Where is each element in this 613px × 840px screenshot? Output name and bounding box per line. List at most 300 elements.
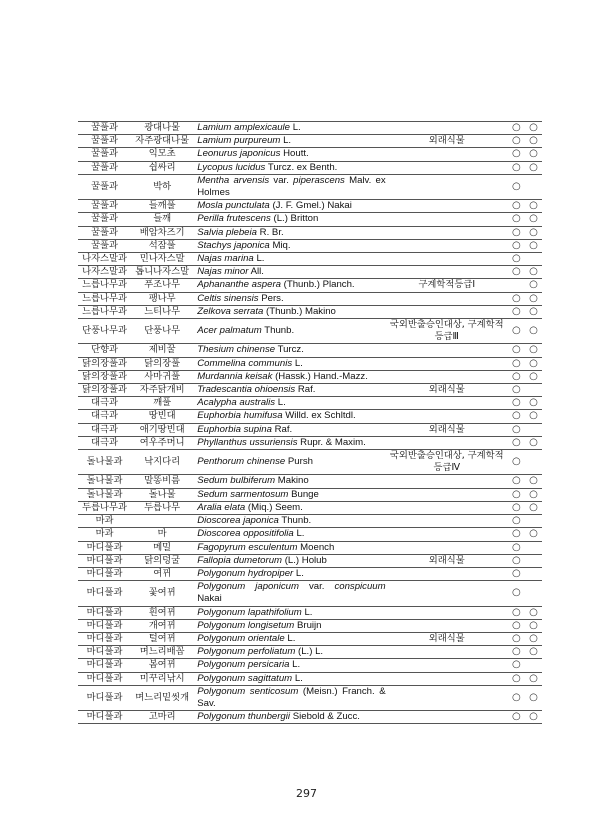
scientific-name-author: L. <box>292 122 301 133</box>
korean-name-cell: 여우주머니 <box>131 436 193 449</box>
mark-cell-2: ○ <box>525 685 542 710</box>
scientific-name-cell <box>193 200 385 213</box>
mark-cell-1: ○ <box>508 606 525 619</box>
table-row <box>78 554 542 567</box>
scientific-name-author: Raf. <box>297 384 316 396</box>
scientific-name-author: Moench <box>300 541 335 553</box>
mark-cell-2: ○ <box>525 410 542 423</box>
scientific-name-author: (Miq.) Seem. <box>247 501 303 513</box>
korean-name-cell: 배암차즈기 <box>131 226 193 239</box>
mark-cell-2: ○ <box>525 475 542 488</box>
note-cell <box>386 501 508 514</box>
scientific-name-italic: Celtis sinensis <box>197 292 259 304</box>
family-cell: 대극과 <box>78 410 131 423</box>
mark-cell-2: ○ <box>525 279 542 292</box>
scientific-name-italic: Najas marina <box>197 253 254 265</box>
scientific-name-italic: Euphorbia humifusa <box>197 410 283 422</box>
scientific-name-italic: Stachys japonica <box>197 239 270 251</box>
scientific-name-author: Turcz. <box>277 344 304 356</box>
note-cell <box>386 619 508 632</box>
table-row <box>78 161 542 174</box>
scientific-name-italic: Polygonum persicaria <box>197 659 290 671</box>
mark-cell-1: ○ <box>508 528 525 541</box>
mark-cell-1: ○ <box>508 410 525 423</box>
table-row <box>78 515 542 528</box>
family-cell: 나자스말과 <box>78 266 131 279</box>
scientific-name-cell <box>193 581 385 606</box>
family-cell: 꿀풀과 <box>78 135 131 148</box>
scientific-name-author: Miq. <box>272 239 291 251</box>
table-row <box>78 685 542 710</box>
family-cell: 대극과 <box>78 397 131 410</box>
note-cell <box>386 213 508 226</box>
mark-cell-2: ○ <box>525 226 542 239</box>
korean-name-cell: 팽나무 <box>131 292 193 305</box>
scientific-name-cell <box>193 384 385 397</box>
korean-name-cell: 낙지다리 <box>131 450 193 475</box>
scientific-name-italic: Polygonum lapathifolium <box>197 606 302 618</box>
scientific-name-cell <box>193 319 385 344</box>
note-cell <box>386 672 508 685</box>
table-row <box>78 488 542 501</box>
family-cell: 돌나물과 <box>78 450 131 475</box>
note-cell <box>386 174 508 199</box>
scientific-name-cell <box>193 357 385 370</box>
scientific-name-italic: Polygonum thunbergii <box>197 711 291 723</box>
table-row <box>78 672 542 685</box>
note-cell <box>386 711 508 724</box>
scientific-name-author: All. <box>250 266 264 278</box>
table-row <box>78 226 542 239</box>
table-row <box>78 581 542 606</box>
mark-cell-1: ○ <box>508 239 525 252</box>
korean-name-cell: 자주광대나물 <box>131 135 193 148</box>
family-cell: 단향과 <box>78 344 131 357</box>
scientific-name-author: Pursh <box>287 456 313 468</box>
note-cell <box>386 122 508 135</box>
korean-name-cell: 개여뀌 <box>131 619 193 632</box>
mark-cell-2: ○ <box>525 213 542 226</box>
korean-name-cell: 땅빈대 <box>131 410 193 423</box>
mark-cell-1: ○ <box>508 148 525 161</box>
scientific-name-italic: Penthorum chinense <box>197 456 286 468</box>
scientific-name-italic: Dioscorea japonica <box>197 515 279 527</box>
scientific-name-author: L. <box>283 135 292 147</box>
scientific-name-author: Nakai <box>197 593 222 605</box>
scientific-name-cell <box>193 672 385 685</box>
korean-name-cell: 깨풀 <box>131 397 193 410</box>
mark-cell-2: ○ <box>525 606 542 619</box>
family-cell: 꿀풀과 <box>78 174 131 199</box>
scientific-name-italic: Sedum bulbiferum <box>197 475 276 487</box>
scientific-name-cell <box>193 305 385 318</box>
scientific-name-italic: Acer palmatum <box>197 325 262 337</box>
mark-cell-2 <box>525 659 542 672</box>
scientific-name-cell <box>193 213 385 226</box>
table-row <box>78 475 542 488</box>
table-row <box>78 659 542 672</box>
mark-cell-1: ○ <box>508 319 525 344</box>
family-cell: 대극과 <box>78 423 131 436</box>
korean-name-cell: 꽃여뀌 <box>131 581 193 606</box>
family-cell: 마디풀과 <box>78 581 131 606</box>
scientific-name-cell <box>193 515 385 528</box>
family-cell: 꿀풀과 <box>78 200 131 213</box>
korean-name-cell: 석잠풀 <box>131 239 193 252</box>
scientific-name-infraspecific: conspicuum <box>334 581 386 593</box>
mark-cell-2 <box>525 581 542 606</box>
scientific-name-author: Siebold & Zucc. <box>292 711 360 723</box>
note-cell <box>386 685 508 710</box>
scientific-name-infraspecific: piperascens <box>293 174 345 186</box>
scientific-name-cell <box>193 488 385 501</box>
family-cell: 마디풀과 <box>78 646 131 659</box>
mark-cell-2: ○ <box>525 619 542 632</box>
mark-cell-1: ○ <box>508 253 525 266</box>
korean-name-cell: 느티나무 <box>131 305 193 318</box>
korean-name-cell: 두릅나무 <box>131 501 193 514</box>
scientific-name-italic: Lamium purpureum <box>197 135 281 147</box>
mark-cell-2: ○ <box>525 122 542 135</box>
family-cell: 꿀풀과 <box>78 148 131 161</box>
scientific-name-italic: Phyllanthus ussuriensis <box>197 436 298 448</box>
mark-cell-2: ○ <box>525 161 542 174</box>
table-row <box>78 397 542 410</box>
scientific-name-italic: Leonurus japonicus <box>197 148 281 160</box>
scientific-name-italic: Salvia plebeia <box>197 226 257 238</box>
family-cell: 마디풀과 <box>78 685 131 710</box>
scientific-name-italic: Polygonum orientale <box>197 632 285 644</box>
note-cell <box>386 226 508 239</box>
note-cell <box>386 305 508 318</box>
note-cell <box>386 253 508 266</box>
table-row <box>78 711 542 724</box>
scientific-name-author: Rupr. & Maxim. <box>300 436 366 448</box>
family-cell: 마디풀과 <box>78 619 131 632</box>
family-cell: 돌나물과 <box>78 488 131 501</box>
scientific-name-author: Bunge <box>291 488 319 500</box>
table-row <box>78 213 542 226</box>
table-row <box>78 122 542 135</box>
family-cell: 대극과 <box>78 436 131 449</box>
species-table-body <box>78 122 542 724</box>
mark-cell-1: ○ <box>508 161 525 174</box>
scientific-name-cell <box>193 606 385 619</box>
scientific-name-author: Malv. ex Holmes <box>197 174 386 199</box>
korean-name-cell: 민나자스말 <box>131 253 193 266</box>
table-row <box>78 370 542 383</box>
mark-cell-2 <box>525 423 542 436</box>
table-row <box>78 344 542 357</box>
scientific-name-author: L. <box>304 606 313 618</box>
mark-cell-1: ○ <box>508 213 525 226</box>
scientific-name-italic: Euphorbia supina <box>197 423 272 435</box>
note-cell: 외래식물 <box>386 423 508 436</box>
korean-name-cell: 애기땅빈대 <box>131 423 193 436</box>
scientific-name-cell <box>193 253 385 266</box>
scientific-name-italic: Polygonum longisetum <box>197 619 295 631</box>
mark-cell-1: ○ <box>508 436 525 449</box>
korean-name-cell: 닭의덩굴 <box>131 554 193 567</box>
table-row <box>78 357 542 370</box>
mark-cell-1: ○ <box>508 305 525 318</box>
scientific-name-cell <box>193 423 385 436</box>
note-cell <box>386 475 508 488</box>
korean-name-cell: 톱니나자스말 <box>131 266 193 279</box>
scientific-name-italic: Dioscorea oppositifolia <box>197 528 294 540</box>
korean-name-cell: 미꾸리낚시 <box>131 672 193 685</box>
scientific-name-rank: var. <box>269 174 294 186</box>
scientific-name-author: Turcz. ex Benth. <box>267 161 338 173</box>
family-cell: 돌나물과 <box>78 475 131 488</box>
scientific-name-cell <box>193 436 385 449</box>
korean-name-cell <box>131 515 193 528</box>
korean-name-cell: 익모초 <box>131 148 193 161</box>
table-row <box>78 619 542 632</box>
scientific-name-cell <box>193 659 385 672</box>
korean-name-cell: 사마귀풀 <box>131 370 193 383</box>
scientific-name-cell <box>193 646 385 659</box>
scientific-name-author: Bruijn <box>296 619 322 631</box>
family-cell: 꿀풀과 <box>78 226 131 239</box>
mark-cell-2 <box>525 253 542 266</box>
korean-name-cell: 흰여뀌 <box>131 606 193 619</box>
korean-name-cell: 며느리밑씻개 <box>131 685 193 710</box>
family-cell: 꿀풀과 <box>78 122 131 135</box>
korean-name-cell: 봄여뀌 <box>131 659 193 672</box>
note-cell: 외래식물 <box>386 554 508 567</box>
scientific-name-author: (L.) Britton <box>273 213 319 225</box>
korean-name-cell: 털여뀌 <box>131 632 193 645</box>
scientific-name-cell <box>193 161 385 174</box>
table-row <box>78 266 542 279</box>
korean-name-cell: 닭의장풀 <box>131 357 193 370</box>
mark-cell-1: ○ <box>508 581 525 606</box>
note-cell <box>386 581 508 606</box>
korean-name-cell: 고마리 <box>131 711 193 724</box>
mark-cell-1: ○ <box>508 423 525 436</box>
korean-name-cell: 돌나물 <box>131 488 193 501</box>
scientific-name-italic: Zelkova serrata <box>197 305 264 317</box>
korean-name-cell: 말똥비름 <box>131 475 193 488</box>
table-row <box>78 646 542 659</box>
note-cell: 외래식물 <box>386 384 508 397</box>
korean-name-cell: 자주닭개비 <box>131 384 193 397</box>
mark-cell-1: ○ <box>508 619 525 632</box>
scientific-name-italic: Polygonum japonicum <box>197 581 299 593</box>
table-row <box>78 239 542 252</box>
scientific-name-author: L. <box>294 672 303 684</box>
scientific-name-author: L. <box>292 659 301 671</box>
mark-cell-1: ○ <box>508 672 525 685</box>
table-row <box>78 319 542 344</box>
table-row <box>78 436 542 449</box>
scientific-name-cell <box>193 135 385 148</box>
korean-name-cell: 제비꿀 <box>131 344 193 357</box>
family-cell: 닭의장풀과 <box>78 357 131 370</box>
scientific-name-author: L. <box>294 357 303 369</box>
note-cell: 외래식물 <box>386 135 508 148</box>
note-cell <box>386 410 508 423</box>
species-table <box>78 121 542 724</box>
scientific-name-italic: Lycopus lucidus <box>197 161 266 173</box>
note-cell <box>386 200 508 213</box>
scientific-name-author: (Thunb.) Makino <box>266 305 336 317</box>
scientific-name-cell <box>193 344 385 357</box>
family-cell: 느릅나무과 <box>78 279 131 292</box>
scientific-name-italic: Perilla frutescens <box>197 213 271 225</box>
mark-cell-1: ○ <box>508 475 525 488</box>
note-cell <box>386 488 508 501</box>
family-cell: 마디풀과 <box>78 541 131 554</box>
scientific-name-cell <box>193 528 385 541</box>
note-cell <box>386 528 508 541</box>
mark-cell-1: ○ <box>508 226 525 239</box>
mark-cell-1: ○ <box>508 685 525 710</box>
korean-name-cell: 들깨 <box>131 213 193 226</box>
mark-cell-1: ○ <box>508 344 525 357</box>
note-cell <box>386 397 508 410</box>
scientific-name-author: (Thunb.) Planch. <box>283 279 355 291</box>
scientific-name-rank: var. <box>298 581 335 593</box>
mark-cell-2: ○ <box>525 357 542 370</box>
family-cell: 닭의장풀과 <box>78 384 131 397</box>
note-cell <box>386 370 508 383</box>
note-cell <box>386 606 508 619</box>
note-cell <box>386 515 508 528</box>
scientific-name-italic: Tradescantia ohioensis <box>197 384 296 396</box>
scientific-name-italic: Najas minor <box>197 266 249 278</box>
family-cell: 꿀풀과 <box>78 239 131 252</box>
scientific-name-italic: Mentha arvensis <box>197 174 270 186</box>
mark-cell-1: ○ <box>508 357 525 370</box>
family-cell: 꿀풀과 <box>78 161 131 174</box>
family-cell: 마디풀과 <box>78 567 131 580</box>
scientific-name-cell <box>193 567 385 580</box>
note-cell <box>386 567 508 580</box>
note-cell <box>386 148 508 161</box>
mark-cell-2: ○ <box>525 370 542 383</box>
mark-cell-1: ○ <box>508 174 525 199</box>
mark-cell-2: ○ <box>525 397 542 410</box>
mark-cell-2: ○ <box>525 135 542 148</box>
mark-cell-1: ○ <box>508 541 525 554</box>
scientific-name-author: (Hassk.) Hand.-Mazz. <box>275 370 368 382</box>
family-cell: 단풍나무과 <box>78 319 131 344</box>
scientific-name-author: L. <box>287 632 296 644</box>
scientific-name-italic: Polygonum sagittatum <box>197 672 293 684</box>
mark-cell-2: ○ <box>525 632 542 645</box>
family-cell: 마디풀과 <box>78 606 131 619</box>
table-row <box>78 423 542 436</box>
mark-cell-1: ○ <box>508 370 525 383</box>
mark-cell-1: ○ <box>508 515 525 528</box>
mark-cell-1: ○ <box>508 632 525 645</box>
scientific-name-cell <box>193 239 385 252</box>
scientific-name-italic: Acalypha australis <box>197 397 276 409</box>
scientific-name-cell <box>193 174 385 199</box>
scientific-name-cell <box>193 685 385 710</box>
note-cell <box>386 239 508 252</box>
note-cell <box>386 357 508 370</box>
scientific-name-author: Raf. <box>274 423 293 435</box>
mark-cell-2: ○ <box>525 344 542 357</box>
table-row <box>78 567 542 580</box>
table-row <box>78 384 542 397</box>
table-row <box>78 410 542 423</box>
family-cell: 마디풀과 <box>78 632 131 645</box>
scientific-name-cell <box>193 148 385 161</box>
korean-name-cell: 며느리배꼽 <box>131 646 193 659</box>
scientific-name-italic: Fallopia dumetorum <box>197 554 283 566</box>
mark-cell-1: ○ <box>508 397 525 410</box>
scientific-name-author: (Meisn.) Franch. & Sav. <box>197 685 386 709</box>
mark-cell-2: ○ <box>525 305 542 318</box>
mark-cell-2: ○ <box>525 319 542 344</box>
scientific-name-author: L. <box>295 567 304 579</box>
scientific-name-author: R. Br. <box>259 226 284 238</box>
scientific-name-italic: Sedum sarmentosum <box>197 488 289 500</box>
mark-cell-1: ○ <box>508 292 525 305</box>
korean-name-cell: 쉽싸리 <box>131 161 193 174</box>
mark-cell-2: ○ <box>525 239 542 252</box>
mark-cell-2 <box>525 515 542 528</box>
note-cell <box>386 266 508 279</box>
mark-cell-1: ○ <box>508 567 525 580</box>
scientific-name-italic: Polygonum hydropiper <box>197 567 294 579</box>
scientific-name-author: L. <box>277 397 286 409</box>
scientific-name-author: Thunb. <box>281 515 312 527</box>
korean-name-cell: 단풍나무 <box>131 319 193 344</box>
table-row <box>78 174 542 199</box>
note-cell <box>386 646 508 659</box>
mark-cell-1: ○ <box>508 450 525 475</box>
korean-name-cell: 여뀌 <box>131 567 193 580</box>
scientific-name-author: Willd. ex Schltdl. <box>285 410 356 422</box>
scientific-name-italic: Thesium chinense <box>197 344 276 356</box>
scientific-name-italic: Polygonum perfoliatum <box>197 646 296 658</box>
family-cell: 나자스말과 <box>78 253 131 266</box>
scientific-name-cell <box>193 632 385 645</box>
scientific-name-cell <box>193 370 385 383</box>
table-row <box>78 305 542 318</box>
scientific-name-cell <box>193 619 385 632</box>
scientific-name-cell <box>193 397 385 410</box>
family-cell: 마디풀과 <box>78 672 131 685</box>
scientific-name-italic: Aphananthe aspera <box>197 279 281 291</box>
family-cell: 마디풀과 <box>78 711 131 724</box>
note-cell <box>386 436 508 449</box>
scientific-name-italic: Fagopyrum esculentum <box>197 541 298 553</box>
scientific-name-cell <box>193 122 385 135</box>
family-cell: 느릅나무과 <box>78 292 131 305</box>
mark-cell-2 <box>525 567 542 580</box>
mark-cell-2 <box>525 174 542 199</box>
table-row <box>78 253 542 266</box>
table-row <box>78 200 542 213</box>
korean-name-cell: 푸조나무 <box>131 279 193 292</box>
scientific-name-cell <box>193 541 385 554</box>
mark-cell-2: ○ <box>525 646 542 659</box>
mark-cell-1: ○ <box>508 384 525 397</box>
table-row <box>78 450 542 475</box>
korean-name-cell: 마 <box>131 528 193 541</box>
mark-cell-2: ○ <box>525 266 542 279</box>
scientific-name-author: Houtt. <box>283 148 309 160</box>
scientific-name-cell <box>193 226 385 239</box>
table-row <box>78 148 542 161</box>
scientific-name-author: Makino <box>277 475 309 487</box>
